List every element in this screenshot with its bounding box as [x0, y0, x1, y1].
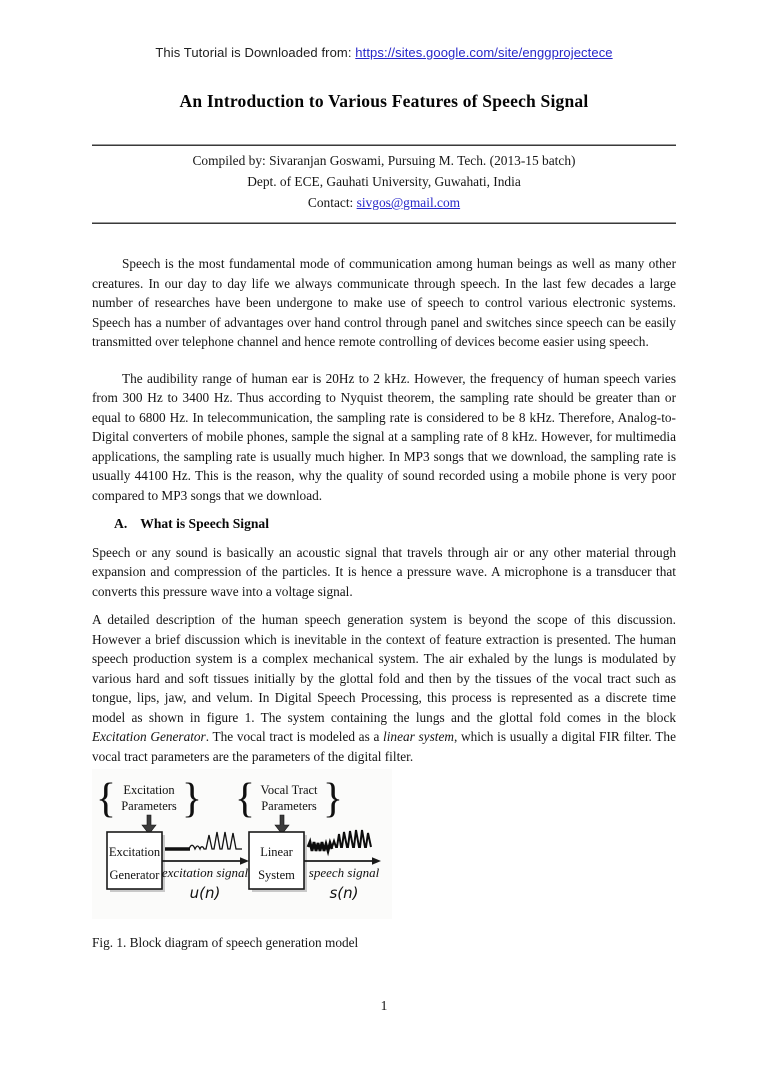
- section-title: What is Speech Signal: [140, 516, 270, 531]
- document-body: [92, 254, 676, 766]
- section-letter: A.: [114, 516, 128, 531]
- speech-signal-label: speech signal: [308, 865, 380, 880]
- linear-system-label-line1: Linear: [260, 845, 293, 859]
- department-line: Dept. of ECE, Gauhati University, Guwahati, India: [247, 174, 521, 189]
- excitation-parameters-group: [96, 776, 202, 834]
- document-page: [92, 0, 676, 951]
- excitation-parameters-label-line2: Parameters: [121, 799, 177, 813]
- contact-prefix: Contact:: [307, 195, 357, 210]
- figure-caption: Fig. 1. Block diagram of speech generation model: [92, 935, 359, 950]
- vocal-tract-parameters-label-line2: Parameters: [261, 799, 317, 813]
- vocal-tract-parameters-label-line1: Vocal Tract: [260, 783, 318, 797]
- page-number: 1: [380, 998, 388, 1013]
- brace-close-icon: }: [181, 776, 203, 822]
- speech-signal-arrow: [304, 857, 381, 865]
- linear-system-box: [249, 832, 307, 892]
- download-source-prefix: This Tutorial is Downloaded from:: [155, 45, 356, 60]
- compiled-by-line: Compiled by: Sivaranjan Goswami, Pursuing M. Tech. (2013-15 batch): [192, 153, 576, 168]
- down-arrow-icon: [275, 815, 289, 834]
- paragraph-speech-production: A detailed description of the human speech generation system is beyond the scope of this discussion. However a brief discussion which is inevitable in the context of feature extraction is presented. The human speech production system is a complex mechanical system. The air exhaled by the lungs is modulated by various hard and soft tissues initially by the glottal fold and then by the tissues of the vocal tract such as tongue, lips, jaw, and velum. In Digital Speech Processing, this process is represented as a discrete time model as shown in figure 1. The system containing the lungs and the glottal fold comes in the block Excitation Generator. The vocal tract is modeled as a linear system, which is usually a digital FIR filter. The vocal tract parameters are the parameters of the digital filter.: [92, 612, 676, 764]
- down-arrow-icon: [142, 815, 156, 834]
- excitation-signal-symbol: u(n): [189, 884, 221, 902]
- paragraph-audibility-sampling: The audibility range of human ear is 20Hz to 2 kHz. However, the frequency of human speech varies from 300 Hz to 3400 Hz. Thus according to Nyquist theorem, the sampling rate should be greater than or equal to 6800 Hz. In telecommunication, the sampling rate is considered to be 8 kHz. Therefore, Analog-to-Digital converters of mobile phones, sample the signal at a sampling rate of 8 kHz. However, for multimedia applications, the sampling rate is usually much higher. In MP3 songs that we download, the sampling rate is usually 44100 Hz. This is the reason, why the quality of sound recorded using a mobile phone is very poor compared to MP3 songs that we download.: [92, 370, 676, 503]
- excitation-parameters-label-line1: Excitation: [123, 783, 175, 797]
- horizontal-rule-top: [92, 144, 676, 146]
- excitation-signal-label: excitation signal: [161, 865, 249, 880]
- brace-open-icon: {: [234, 776, 256, 822]
- figure-block-diagram: [92, 769, 676, 919]
- section-heading-what-is-speech-signal: [114, 514, 676, 534]
- linear-system-label-line2: System: [258, 868, 295, 882]
- speech-signal-symbol: s(n): [329, 884, 359, 902]
- speech-generation-diagram: [92, 769, 392, 919]
- contact-email-link[interactable]: sivgos@gmail.com: [356, 195, 461, 210]
- speech-waveform: [308, 830, 371, 851]
- page-title: An Introduction to Various Features of Speech Signal: [179, 91, 589, 111]
- download-source-line: [92, 45, 676, 60]
- paragraph-acoustic-signal: Speech or any sound is basically an acoustic signal that travels through air or any other material through expansion and compression of the particles. It is hence a pressure wave. A microphone is a transducer that converts this pressure wave into a voltage signal.: [92, 544, 676, 599]
- excitation-generator-box: [107, 832, 165, 892]
- excitation-generator-label-line1: Excitation: [108, 845, 161, 859]
- arrowhead-icon: [240, 857, 249, 865]
- paragraph-intro-speech: Speech is the most fundamental mode of communication among human beings as well as many other creatures. In our day to day life we always communicate through speech. In the last few decades a large number of researches have been undergone to make use of speech to control various electronic systems. Speech has a number of advantages over hand control through panel and switches since speech can be easily transmitted over telephone channel and hence remote controlling of devices become easier using speech.: [92, 256, 676, 349]
- arrowhead-icon: [372, 857, 381, 865]
- excitation-signal-arrow: [162, 857, 249, 865]
- excitation-waveform: [165, 832, 242, 849]
- vocal-tract-parameters-group: [235, 776, 343, 834]
- byline-block: [92, 150, 676, 213]
- contact-line: [92, 192, 676, 213]
- source-url-link[interactable]: https://sites.google.com/site/enggprojectece: [355, 45, 613, 60]
- brace-open-icon: {: [95, 776, 117, 822]
- brace-close-icon: }: [322, 776, 344, 822]
- horizontal-rule-bottom: [92, 222, 676, 224]
- excitation-generator-label-line2: Generator: [109, 868, 160, 882]
